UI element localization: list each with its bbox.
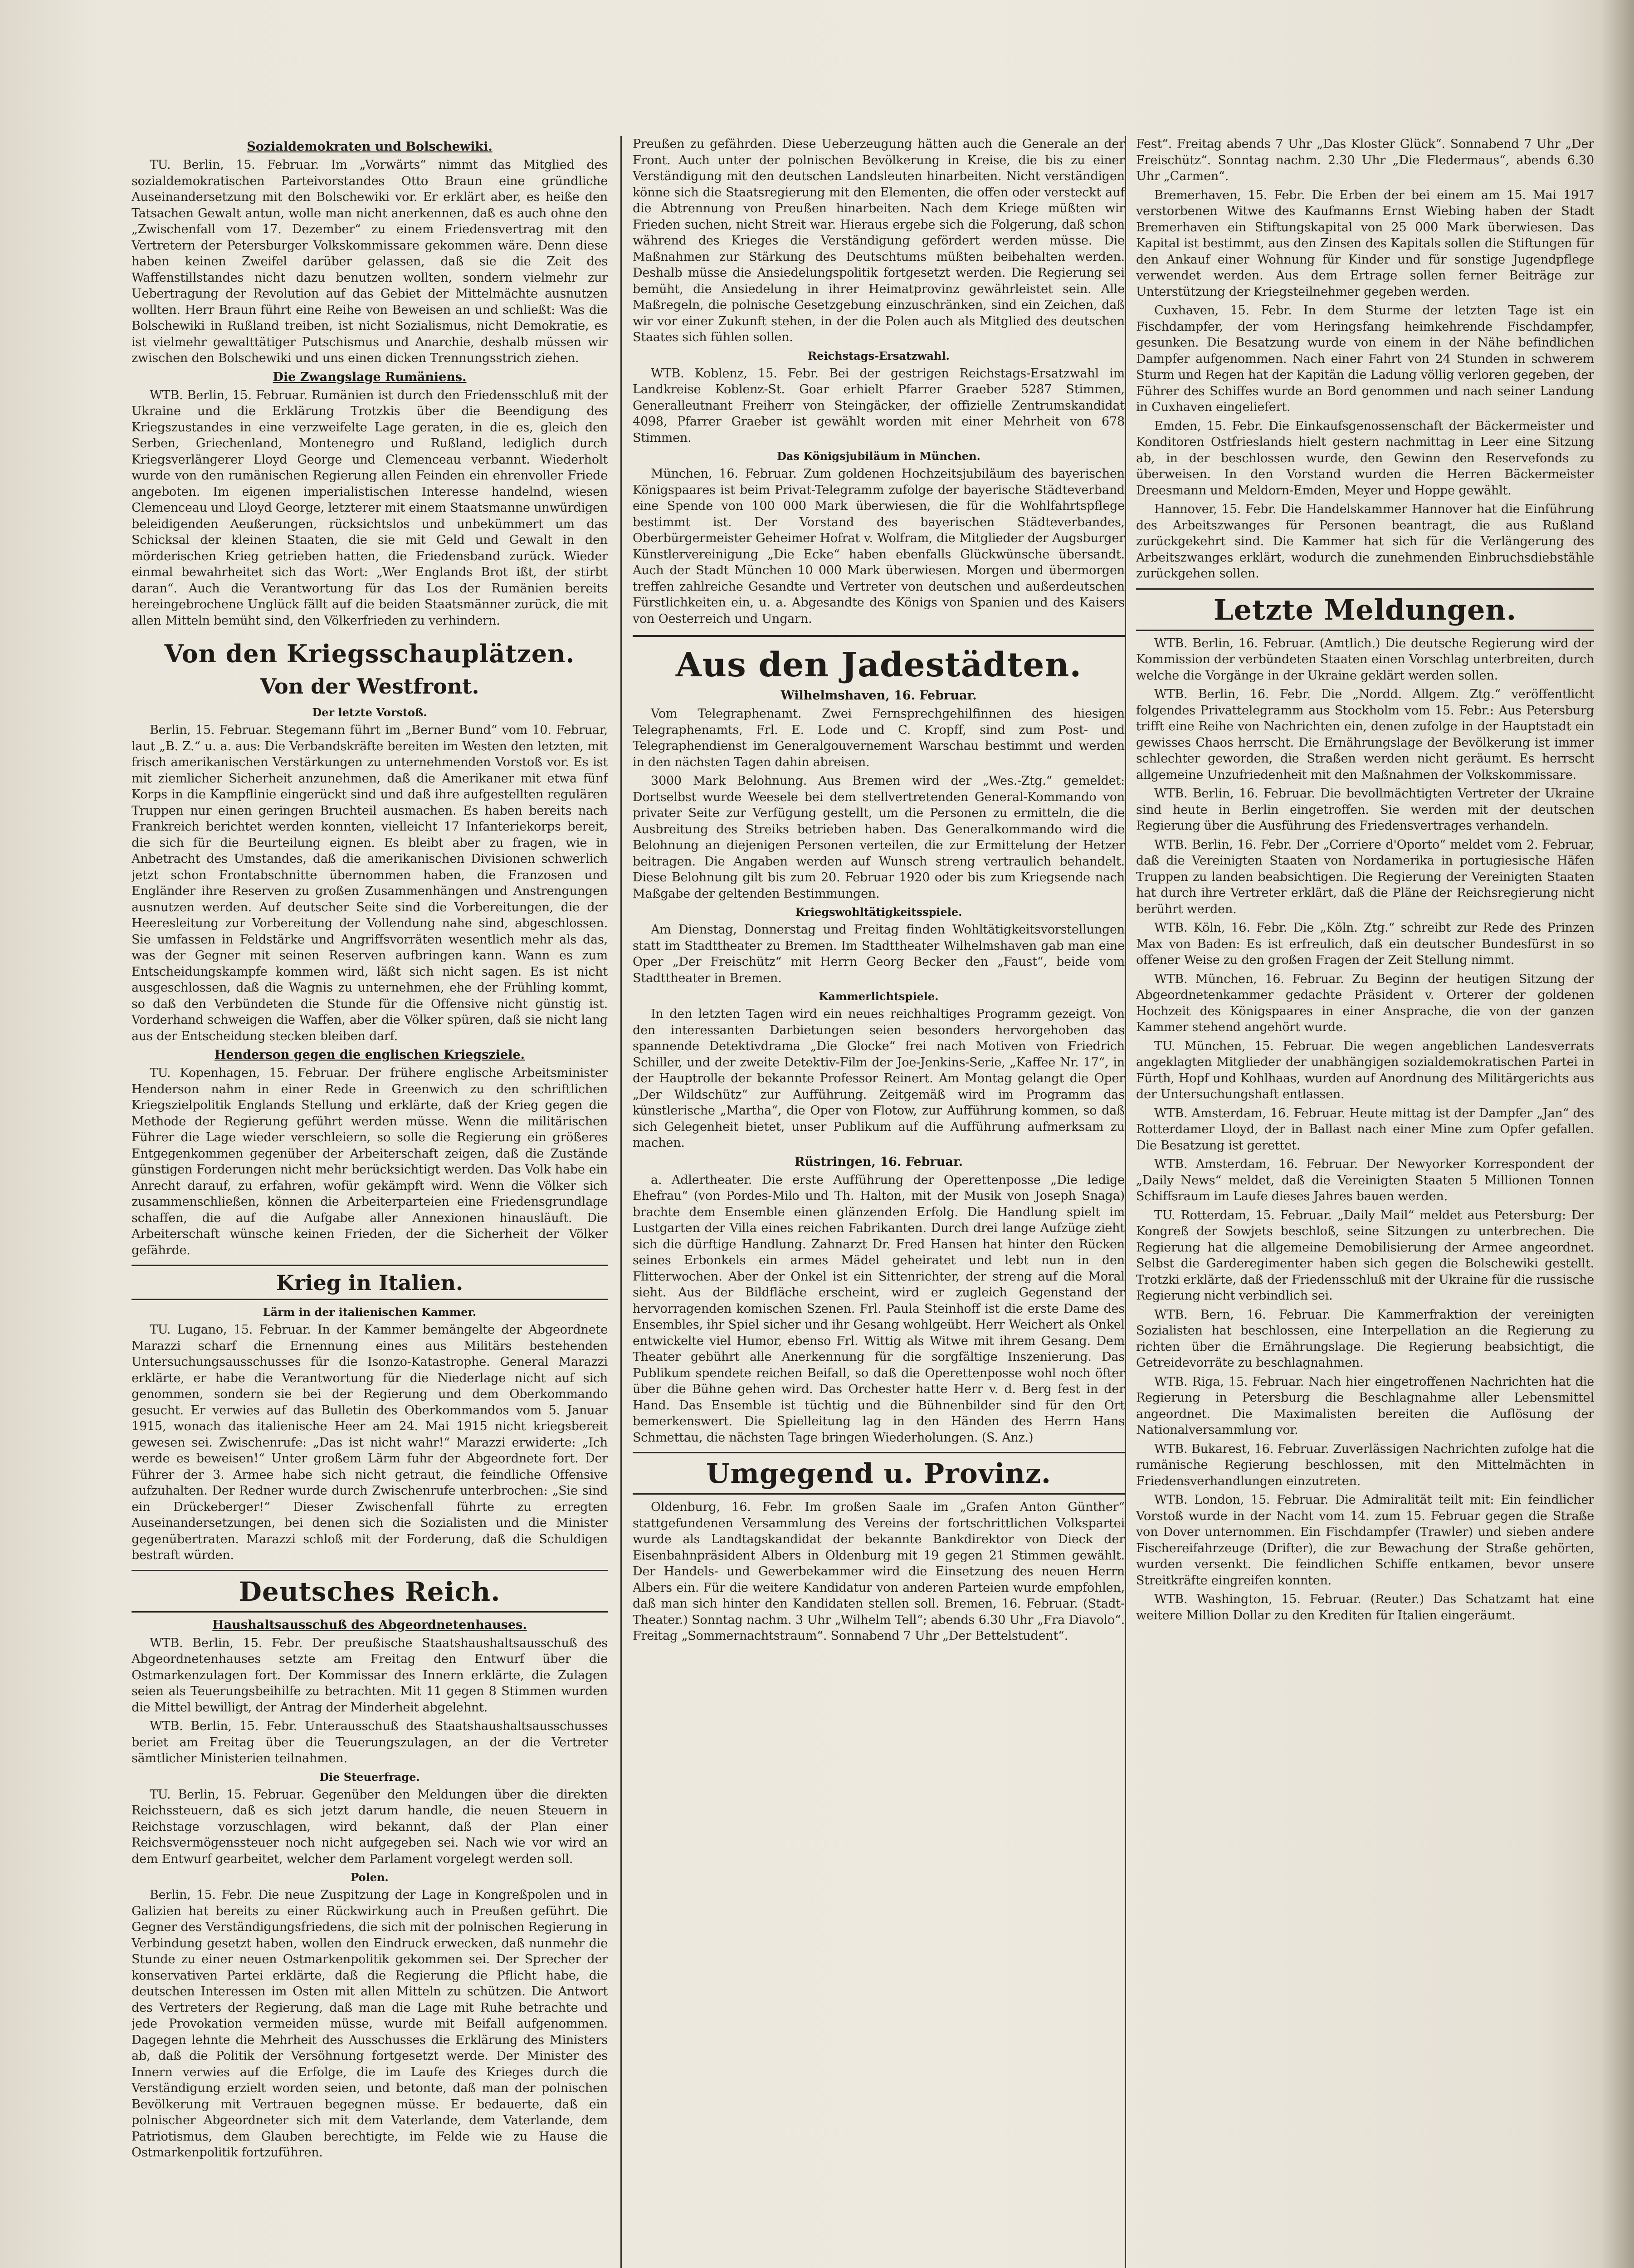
article-paragraph: Oldenburg, 16. Febr. Im großen Saale im „Grafen Anton Günther“ stattgefundenen Versammlung des Vereins der fortschrittlichen Volkspartei wurde als Landtagskandidat der bekannte Bankdirektor von Dieck der Eisenbahnpräsident Albers in Oldenburg mit 19 gegen 21 Stimmen gewählt. Der Handels- und Gewerbekammer wird die Einsetzung des neuen Herrn Albers ein. Für die weitere Kandidatur von anderen Parteien wurde empfohlen, daß man sich hinter den Kandidaten stellen soll. Bremen, 16. Februar. (Stadt-Theater.) Sonntag nachm. 3 Uhr „Wilhelm Tell“; abends 6.30 Uhr „Fra Diavolo“. Freitag „Sommernachtstraum“. Sonnabend 7 Uhr „Der Bettelstudent“. (633, 1500, 1125, 1643)
article-heading: Das Königsjubiläum in München. (777, 450, 980, 463)
article-paragraph: WTB. Riga, 15. Februar. Nach hier eingetroffenen Nachrichten hat die Regierung in Petersburg die Beschlagnahme aller Lebensmittel angeordnet. Die Maximalisten bereiten die Auflösung der Nationalversammlung vor. (1136, 1374, 1594, 1437)
article-paragraph: Berlin, 15. Februar. Stegemann führt im „Berner Bund“ vom 10. Februar, laut „B. Z.“ u. a. aus: Die Verbandskräfte bereiten im Westen den letzten, mit frisch amerikanischen Verstärkungen zu unternehmenden Vorstoß vor. Es ist mit ziemlicher Sicherheit anzunehmen, daß die Amerikaner mit etwa fünf Korps in die Kampflinie eingerückt sind und daß ihre aufgestellten regulären Truppen nur einen geringen Bruchteil ausmachen. Es haben bereits nach Frankreich berichtet werden konnten, vielleicht 17 Infanteriekorps bereit, die sich für die Beurteilung eignen. Es bleibt aber zu fragen, wie in Anbetracht des Umstandes, daß die amerikanischen Divisionen schwerlich jetzt schon Frontabschnitte übernommen haben, die Franzosen und Engländer ihre Reserven zu großen Zusammenhängen und Anstrengungen ausnutzen werden. Auf deutscher Seite sind die Vorbereitungen, die der Heeresleitung zur Vorbereitung der Vollendung nahe sind, abgeschlossen. Sie umfassen in Feldstärke und Angriffsvorräten wesentlich mehr als das, was der Gegner mit seinen Reserven aufbringen kann. Wann es zum Entscheidungskampfe kommen wird, läßt sich nicht sagen. Es ist nicht ausgeschlossen, daß die Wagnis zu unternehmen, ehe der Frühling kommt, so daß den Verbündeten die Stunde für die Offensive nicht günstig ist. Vorderhand schweigen die Waffen, aber die Völker spüren, daß sie nicht lang aus der Entscheidung stecken bleiben darf. (132, 723, 608, 1043)
column-2 (633, 136, 1125, 2268)
section-box (1136, 588, 1594, 631)
article-paragraph: WTB. Berlin, 15. Febr. Unterausschuß des Staatshaushaltsausschusses beriet am Freitag über die Teuerungszulagen, an der die Vertreter sämtlicher Ministerien teilnahmen. (132, 1719, 608, 1765)
article-paragraph: WTB. London, 15. Februar. Die Admiralität teilt mit: Ein feindlicher Vorstoß wurde in der Nacht vom 14. zum 15. Februar gegen die Straße von Dover unternommen. Ein Fischdampfer (Trawler) und sieben andere Fischereifahrzeuge (Drifter), die zur Bewachung der Straße gehörten, wurden versenkt. Die feindlichen Schiffe entkamen, bevor unsere Streitkräfte eingreifen konnten. (1136, 1493, 1594, 1588)
column-rule (620, 136, 622, 2268)
article-paragraph: Am Dienstag, Donnerstag und Freitag finden Wohltätigkeitsvorstellungen statt im Stadttheater zu Bremen. Im Stadttheater Wilhelmshaven gab man eine Oper „Der Freischütz“ mit Herrn Georg Becker den „Faust“, beide vom Stadttheater in Bremen. (633, 923, 1125, 985)
article-paragraph: WTB. Washington, 15. Februar. (Reuter.) Das Schatzamt hat eine weitere Million Dollar zu den Krediten für Italien eingeräumt. (1136, 1592, 1594, 1623)
dateline-heading: Wilhelmshaven, 16. Februar. (780, 689, 977, 703)
article-paragraph: Preußen zu gefährden. Diese Ueberzeugung hätten auch die Generale an der Front. Auch unter der polnischen Bevölkerung in Kreise, die bis zu einer Verständigung mit den deutschen Landsleuten hinarbeiten. Nicht verständigen könne sich die Staatsregierung mit den Elementen, die offen oder versteckt auf die Abtrennung von Preußen hinarbeiten. Nach dem Kriege müßten wir Frieden suchen, nicht Streit war. Hieraus ergebe sich die Folgerung, daß schon während des Krieges die Verständigung gefördert werden müsse. Die Maßnahmen zur Stärkung des Deutschtums müßten beibehalten werden. Deshalb müsse die Ansiedelungspolitik fortgesetzt werden. Die Regierung sei bemüht, die Ansiedelung in ihrer Heimatprovinz gewährleistet sein. Alle Maßregeln, die polnische Gesetzgebung einzuschränken, sind ein Zeichen, daß wir vor einer Zukunft stehen, in der die Polen auch als Mitglied des deutschen Staates sich fühlen sollen. (633, 137, 1125, 344)
article-paragraph: WTB. Koblenz, 15. Febr. Bei der gestrigen Reichstags-Ersatzwahl im Landkreise Koblenz-St. Goar erhielt Pfarrer Graeber 5287 Stimmen, Generalleutnant Freiherr von Steingäcker, der offizielle Zentrumskandidat 4098, Pfarrer Graeber ist gewählt worden mit einer Mehrheit von 678 Stimmen. (633, 366, 1125, 445)
article-paragraph: Fest“. Freitag abends 7 Uhr „Das Kloster Glück“. Sonnabend 7 Uhr „Der Freischütz“. Sonntag nachm. 2.30 Uhr „Die Fledermaus“, abends 6.30 Uhr „Carmen“. (1136, 137, 1594, 183)
article-paragraph: WTB. Berlin, 16. Febr. Die „Nordd. Allgem. Ztg.“ veröffentlicht folgendes Privattelegramm aus Stockholm vom 15. Febr.: Aus Petersburg trifft eine Reihe von Nachrichten ein, denen zufolge in der Hauptstadt ein gewisses Chaos herrscht. Die Ernährungslage der Bevölkerung ist immer schlechter geworden, die Straßen werden nicht geräumt. Es herrscht allgemeine Unzufriedenheit mit den Maßnahmen der Volkskommissare. (1136, 687, 1594, 782)
article-heading: Reichstags-Ersatzwahl. (808, 349, 950, 362)
section-heading: Letzte Meldungen. (1213, 593, 1517, 626)
article-paragraph: Berlin, 15. Febr. Die neue Zuspitzung der Lage in Kongreßpolen und in Galizien hat bereits zu einer Rückwirkung auch in Preußen geführt. Die Gegner des Verständigungsfriedens, die sich mit der polnischen Regierung in Verbindung gesetzt haben, wollen den Eindruck erwecken, daß nunmehr die Stunde zu einer neuen Ostmarkenpolitik gekommen sei. Der Sprecher der konservativen Partei erklärte, daß die Regierung die Pflicht habe, die deutschen Interessen im Osten mit allen Mitteln zu schützen. Die Antwort des Vertreters der Regierung, daß man die Lage mit Ruhe betrachte und jede Provokation vermeiden müsse, wurde mit Beifall aufgenommen. Dagegen lehnte die Mehrheit des Ausschusses die Erklärung des Ministers ab, daß die Politik der Versöhnung fortgesetzt werde. Der Minister des Innern verwies auf die Erfolge, die im Laufe des Krieges durch die Verständigung erzielt worden seien, und betonte, daß man der polnischen Bevölkerung mit Vertrauen begegnen müsse. Er bedauerte, daß ein polnischer Abgeordneter sich mit dem Vaterlande, dem Vaterlande, dem Patriotismus, dem Glauben berechtigte, im Felde wie zu Hause die Ostmarkenpolitik fortzuführen. (132, 1888, 608, 2160)
column-3 (1136, 136, 1594, 2268)
article-heading: Die Steuerfrage. (319, 1770, 420, 1784)
article-paragraph: In den letzten Tagen wird ein neues reichhaltiges Programm gezeigt. Von den interessanten Darbietungen seien besonders hervorgehoben das spannende Detektivdrama „Die Glocke“ frei nach Motiven von Friedrich Schiller, und der zweite Detektiv-Film der Joe-Jenkins-Serie, „Kaffee Nr. 17“, in der Hauptrolle der bekannte Professor Reinert. Am Montag gelangt die Oper „Der Wildschütz“ zur Aufführung. Zeitgemäß wird im Programm das künstlerische „Martha“, die Oper von Flotow, zur Aufführung kommen, so daß sich Gelegenheit bietet, unser Publikum auf die Aufführung aufmerksam zu machen. (633, 1007, 1125, 1150)
article-paragraph: TU. Berlin, 15. Februar. Gegenüber den Meldungen über die direkten Reichssteuern, daß es sich jetzt darum handle, die neuen Steuern in Reichstage vorzuschlagen, wird bekannt, daß der Plan einer Reichsvermögenssteuer noch nicht aufgegeben sei. Nach wie vor wird an dem Entwurf gearbeitet, welcher dem Parlament vorgelegt werden soll. (132, 1787, 608, 1866)
article-paragraph: a. Adlertheater. Die erste Aufführung der Operettenposse „Die ledige Ehefrau“ (von Pordes-Milo und Th. Halton, mit der Musik von Joseph Snaga) brachte dem Ensemble einen glänzenden Erfolg. Die Handlung spielt im Lustgarten der Villa eines reichen Fabrikanten. Durch drei lange Aufzüge zieht sich die dürftige Handlung. Zahnarzt Dr. Fred Hansen hat hinter den Rücken seines Erbonkels ein armes Mädel geheiratet und lebt nun in den Flitterwochen. Aber der Onkel ist ein Sittenrichter, der streng auf die Moral sieht. Aus der Bildfläche erscheint, wird er zugleich Gegenstand der hervorragenden komischen Szenen. Frl. Paula Steinhoff ist die erste Dame des Ensembles, ihr Spiel sicher und ihr Gesang wohlgeübt. Herr Weichert als Onkel entwickelte viel Humor, ebenso Frl. Wittig als Witwe mit ihrem Gesang. Dem Theater gebührt alle Anerkennung für die sorgfältige Inszenierung. Das Publikum spendete reichen Beifall, so daß die Operettenposse wohl noch öfter über die Bühne gehen wird. Das Orchester hatte Herr v. d. Berg fest in der Hand. Das Ensemble ist tüchtig und die Bühnenbilder sind für den Ort bemerkenswert. Die Spielleitung lag in den Händen des Herrn Hans Schmettau, die nächsten Tage bringen Wiederholungen. (S. Anz.) (633, 1173, 1125, 1445)
article-paragraph: WTB. Amsterdam, 16. Februar. Heute mittag ist der Dampfer „Jan“ des Rotterdamer Lloyd, der in Ballast nach einer Mine zum Opfer gefallen. Die Besatzung ist gerettet. (1136, 1106, 1594, 1153)
article-paragraph: WTB. Berlin, 16. Februar. Die bevollmächtigten Vertreter der Ukraine sind heute in Berlin eingetroffen. Sie werden mit der deutschen Regierung über die Ausführung des Friedensvertrages verhandeln. (1136, 787, 1594, 833)
article-paragraph: TU. Rotterdam, 15. Februar. „Daily Mail“ meldet aus Petersburg: Der Kongreß der Sowjets beschloß, seine Sitzungen zu unterbrechen. Die Regierung hat die allgemeine Demobilisierung der Armee angeordnet. Selbst die Garderegimenter haben sich gegen die Bolschewiki gestellt. Trotzki erklärte, daß der Friedensschluß mit der Ukraine für die russische Regierung nicht verbindlich sei. (1136, 1208, 1594, 1303)
article-paragraph: TU. Berlin, 15. Februar. Im „Vorwärts“ nimmt das Mitglied des sozialdemokratischen Parteivorstandes Otto Braun eine gründliche Auseinandersetzung mit den Bolschewiki vor. Er erklärt aber, es heiße den Tatsachen Gewalt antun, wolle man nicht anerkennen, daß es auch ohne den „Zwischenfall vom 17. Dezember“ zu einem Friedensvertrag mit den Vertretern der Petersburger Volkskommissare gekommen wäre. Denn diese haben keinen Zweifel darüber gelassen, daß sie die Zeit des Waffenstillstandes nicht dazu benutzen wollten, sondern vielmehr zur Uebertragung der Revolution auf das Gebiet der Mittelmächte ausnutzen wollten. Herr Braun führt eine Reihe von Beweisen an und schließt: Was die Bolschewiki in Rußland treiben, ist nicht Sozialismus, nicht Demokratie, es ist vielmehr gewalttätiger Putschismus und Anarchie, deshalb müssen wir zwischen den Bolschewiki und uns einen dicken Trennungsstrich ziehen. (132, 158, 608, 365)
article-heading: Lärm in der italienischen Kammer. (263, 1305, 477, 1319)
article-heading: Der letzte Vorstoß. (312, 706, 427, 719)
article-paragraph: TU. München, 15. Februar. Die wegen angeblichen Landesverrats angeklagten Mitglieder der unabhängigen sozialdemokratischen Partei in Fürth, Hopf und Kohlhaas, wurden auf Anordnung des Militärgerichts aus der Untersuchungshaft entlassen. (1136, 1039, 1594, 1101)
page-edge (1602, 0, 1634, 2268)
article-paragraph: Vom Telegraphenamt. Zwei Fernsprechgehilfinnen des hiesigen Telegraphenamts, Frl. E. Lode und C. Kropff, sind zum Post- und Telegraphendienst im Generalgouvernement Warschau bestimmt und werden in den nächsten Tagen dahin abreisen. (633, 707, 1125, 769)
article-paragraph: Emden, 15. Febr. Die Einkaufsgenossenschaft der Bäckermeister und Konditoren Ostfrieslands hielt gestern nachmittag in Leer eine Sitzung ab, in der beschlossen wurde, den Gewinn den Reservefonds zu überweisen. In den Vorstand wurden die Herren Bäckermeister Dreesmann und Meldorn-Emden, Meyer und Hoppe gewählt. (1136, 419, 1594, 498)
article-paragraph: WTB. Berlin, 16. Febr. Der „Corriere d'Oporto“ meldet vom 2. Februar, daß die Vereinigten Staaten von Nordamerika in portugiesische Häfen Truppen zu landen beabsichtigen. Die Regierung der Vereinigten Staaten hat durch ihre Vertreter erklärt, daß die Pläne der Reichsregierung nicht berührt werden. (1136, 837, 1594, 916)
article-heading: Henderson gegen die englischen Kriegsziele. (214, 1048, 525, 1062)
article-paragraph: Bremerhaven, 15. Febr. Die Erben der bei einem am 15. Mai 1917 verstorbenen Witwe des Kaufmanns Ernst Wiebing haben der Stadt Bremerhaven ein Stiftungskapital von 25 000 Mark überwiesen. Das Kapital ist bestimmt, aus den Zinsen des Kapitals sollen die Stiftungen für den Ankauf einer Wohnung für Kinder und für sonstige Jugendpflege verwendet werden. Aus dem Ertrage sollen ferner Beiträge zur Unterstützung der Kriegsteilnehmer gegeben werden. (1136, 188, 1594, 299)
section-box (132, 1265, 608, 1300)
section-heading: Aus den Jadestädten. (675, 645, 1082, 684)
article-paragraph: WTB. Bukarest, 16. Februar. Zuverlässigen Nachrichten zufolge hat die rumänische Regierung beschlossen, mit den Mittelmächten in Friedensverhandlungen einzutreten. (1136, 1442, 1594, 1488)
section-heading: Von den Kriegsschauplätzen. (164, 639, 575, 668)
section-rule (633, 635, 1125, 637)
article-paragraph: WTB. München, 16. Februar. Zu Beginn der heutigen Sitzung der Abgeordnetenkammer gedachte Präsident v. Orterer der goldenen Hochzeit des Königspaares in einer Ansprache, die von der ganzen Kammer stehend angehört wurde. (1136, 972, 1594, 1034)
column-1 (132, 136, 608, 2268)
article-paragraph: WTB. Berlin, 15. Febr. Der preußische Staatshaushaltsausschuß des Abgeordnetenhauses setzte am Freitag den Entwurf über die Ostmarkenzulagen fort. Der Kommissar des Innern erklärte, die Zulagen seien als Teuerungsbeihilfe zu betrachten. Mit 11 gegen 8 Stimmen wurden die Mittel bewilligt, der Antrag der Minderheit abgelehnt. (132, 1636, 608, 1715)
section-box (633, 1452, 1125, 1495)
section-heading: Umgegend u. Provinz. (706, 1458, 1051, 1490)
article-paragraph: WTB. Köln, 16. Febr. Die „Köln. Ztg.“ schreibt zur Rede des Prinzen Max von Baden: Es ist erfreulich, daß ein deutscher Bundesfürst in so offener Weise zu den großen Fragen der Zeit Stellung nimmt. (1136, 921, 1594, 967)
article-paragraph: München, 16. Februar. Zum goldenen Hochzeitsjubiläum des bayerischen Königspaares ist beim Privat-Telegramm zufolge der bayerische Städteverband eine Spende von 100 000 Mark überwiesen, die für die Wohlfahrtspflege bestimmt ist. Der Vorstand des bayerischen Städteverbandes, Oberbürgermeister Geheimer Hofrat v. Wolfram, die Mitglieder der Augsburger Künstlervereinigung „Die Ecke“ haben ebenfalls Glückwünsche übersandt. Auch der Stadt München 10 000 Mark überwiesen. Morgen und übermorgen treffen zahlreiche Gesandte und Vertreter von deutschen und außerdeutschen Fürstlichkeiten ein, u. a. Abgesandte des Königs von Spanien und des Kaisers von Oesterreich und Ungarn. (633, 467, 1125, 626)
section-heading: Deutsches Reich. (239, 1576, 501, 1607)
article-paragraph: WTB. Berlin, 15. Februar. Rumänien ist durch den Friedensschluß mit der Ukraine und die Erklärung Trotzkis über die Beendigung des Kriegszustandes in eine verzweifelte Lage geraten, in die es, gleich den Serben, Griechenland, Montenegro und Rußland, lediglich durch Kriegsverlängerer Lloyd George und Clemenceau verbannt. Wiederholt wurde von den rumänischen Regierung allen Feinden ein ehrenvoller Friede angeboten. Im eigenen imperialistischen Interesse handelnd, wiesen Clemenceau und Lloyd George, letzterer mit einem Staatsmanne unwürdigen beleidigenden Aeußerungen, rücksichtslos und unbekümmert um das Schicksal der kleinen Staaten, die sie mit Geld und Gewalt in den mörderischen Krieg getrieben hatten, die Friedensband zurück. Wieder einmal bewahrheitet sich das Wort: „Wer Englands Brot ißt, der stirbt daran“. Auch die Verantwortung für das Los der Rumänien bereits hereingebrochene Unglück fällt auf die beiden Staatsmänner zurück, die mit allen Mitteln bemüht sind, den Völkerfrieden zu verhindern. (132, 388, 608, 628)
article-paragraph: Hannover, 15. Febr. Die Handelskammer Hannover hat die Einführung des Arbeitszwanges für Personen beantragt, die aus Rußland zurückgekehrt sind. Die Kammer hat sich für die Verlängerung des Arbeitszwanges erklärt, wodurch die zunehmenden Einbruchsdiebstähle zurückgehen sollen. (1136, 502, 1594, 581)
article-heading: Polen. (351, 1871, 389, 1884)
article-heading: Haushaltsausschuß des Abgeordnetenhauses. (212, 1618, 527, 1632)
column-rule (1125, 136, 1126, 2268)
article-paragraph: WTB. Berlin, 16. Februar. (Amtlich.) Die deutsche Regierung wird der Kommission der verbündeten Staaten einen Vorschlag unterbreiten, durch welche die Vorgänge in der Ukraine geklärt werden sollen. (1136, 636, 1594, 683)
article-paragraph: 3000 Mark Belohnung. Aus Bremen wird der „Wes.-Ztg.“ gemeldet: Dortselbst wurde Weesele bei dem stellvertretenden General-Kommando von privater Seite zur Verfügung gestellt, um die Personen zu ermitteln, die die Ausbreitung des Streiks betrieben haben. Das Generalkommando wird die Belohnung an diejenigen Personen verteilen, die zur Ermittelung der Hetzer beitragen. Die Angaben werden auf Wunsch streng vertraulich behandelt. Diese Belohnung gilt bis zum 20. Februar 1920 oder bis zum Kriegsende nach Maßgabe der geltenden Bestimmungen. (633, 774, 1125, 901)
section-subheading: Von der Westfront. (260, 674, 479, 699)
article-heading: Kriegswohltätigkeitsspiele. (795, 905, 962, 919)
article-paragraph: TU. Lugano, 15. Februar. In der Kammer bemängelte der Abgeordnete Marazzi scharf die Ernennung eines aus Militärs bestehenden Untersuchungsausschusses für die Isonzo-Katastrophe. General Marazzi erklärte, er habe die Verantwortung für die Niederlage nicht auf sich genommen, sondern sie bei der Regierung und dem Oberkommando gesucht. Er verwies auf das Bulletin des Oberkommandos vom 5. Januar 1915, wonach das italienische Heer am 24. Mai 1915 nicht kriegsbereit gewesen sei. Zwischenrufe: „Das ist nicht wahr!“ Marazzi erwiderte: „Ich werde es beweisen!“ Unter großem Lärm fuhr der Abgeordnete fort. Der Führer der 3. Armee habe sich nicht getraut, die feindliche Offensive aufzuhalten. Der Redner wurde durch Zwischenrufe unterbrochen: „Sie sind ein Drückeberger!“ Dieser Zwischenfall führte zu erregten Auseinandersetzungen, bei denen sich die Sozialisten und die Minister gegenübertraten. Marazzi schloß mit der Forderung, daß die Schuldigen bestraft würden. (132, 1323, 608, 1562)
article-heading: Die Zwangslage Rumäniens. (273, 370, 467, 384)
article-paragraph: Cuxhaven, 15. Febr. In dem Sturme der letzten Tage ist ein Fischdampfer, der vom Heringsfang heimkehrende Fischdampfer, gesunken. Die Besatzung wurde von einem in der Nähe befindlichen Dampfer aufgenommen. Nach einer Fahrt von 24 Stunden in schwerem Sturm und Regen hat der Kapitän die Ladung völlig verloren gegeben, der Führer des Schiffes wurde an Bord genommen und nach seiner Landung in Cuxhaven eingeliefert. (1136, 303, 1594, 414)
article-paragraph: WTB. Amsterdam, 16. Februar. Der Newyorker Korrespondent der „Daily News“ meldet, daß die Vereinigten Staaten 5 Millionen Tonnen Schiffsraum im Laufe dieses Jahres bauen werden. (1136, 1157, 1594, 1203)
article-heading: Sozialdemokraten und Bolschewiki. (247, 140, 493, 154)
section-heading: Krieg in Italien. (276, 1271, 463, 1295)
article-heading: Kammerlichtspiele. (819, 990, 939, 1003)
section-box (132, 1570, 608, 1613)
article-paragraph: WTB. Bern, 16. Februar. Die Kammerfraktion der vereinigten Sozialisten hat beschlossen, eine Interpellation an die Regierung zu richten über die Ernährungslage. Die Regierung beabsichtigt, die Getreidevorräte zu beschlagnahmen. (1136, 1307, 1594, 1370)
article-paragraph: TU. Kopenhagen, 15. Februar. Der frühere englische Arbeitsminister Henderson nahm in einer Rede in Greenwich zu den schriftlichen Kriegszielpolitik Englands Stellung und erklärte, daß der Krieg gegen die Methode der Regierung geführt werden müsse. Wenn die militärischen Führer die Lage wieder verschleiern, so solle die Regierung ein größeres Entgegenkommen gegenüber der Arbeiterschaft zeigen, daß die Zustände günstigen Forderungen nicht mehr berücksichtigt werden. Das Volk habe ein Anrecht darauf, zu erfahren, wofür gekämpft wird. Wenn die Völker sich zusammenschließen, können die Arbeiterparteien eine Friedensgrundlage schaffen, die auf die Aufgabe aller Annexionen hinausläuft. Die Arbeiterschaft wünsche keinen Frieden, der die Sicherheit der Völker gefährde. (132, 1066, 608, 1257)
dateline-heading: Rüstringen, 16. Februar. (795, 1154, 963, 1169)
